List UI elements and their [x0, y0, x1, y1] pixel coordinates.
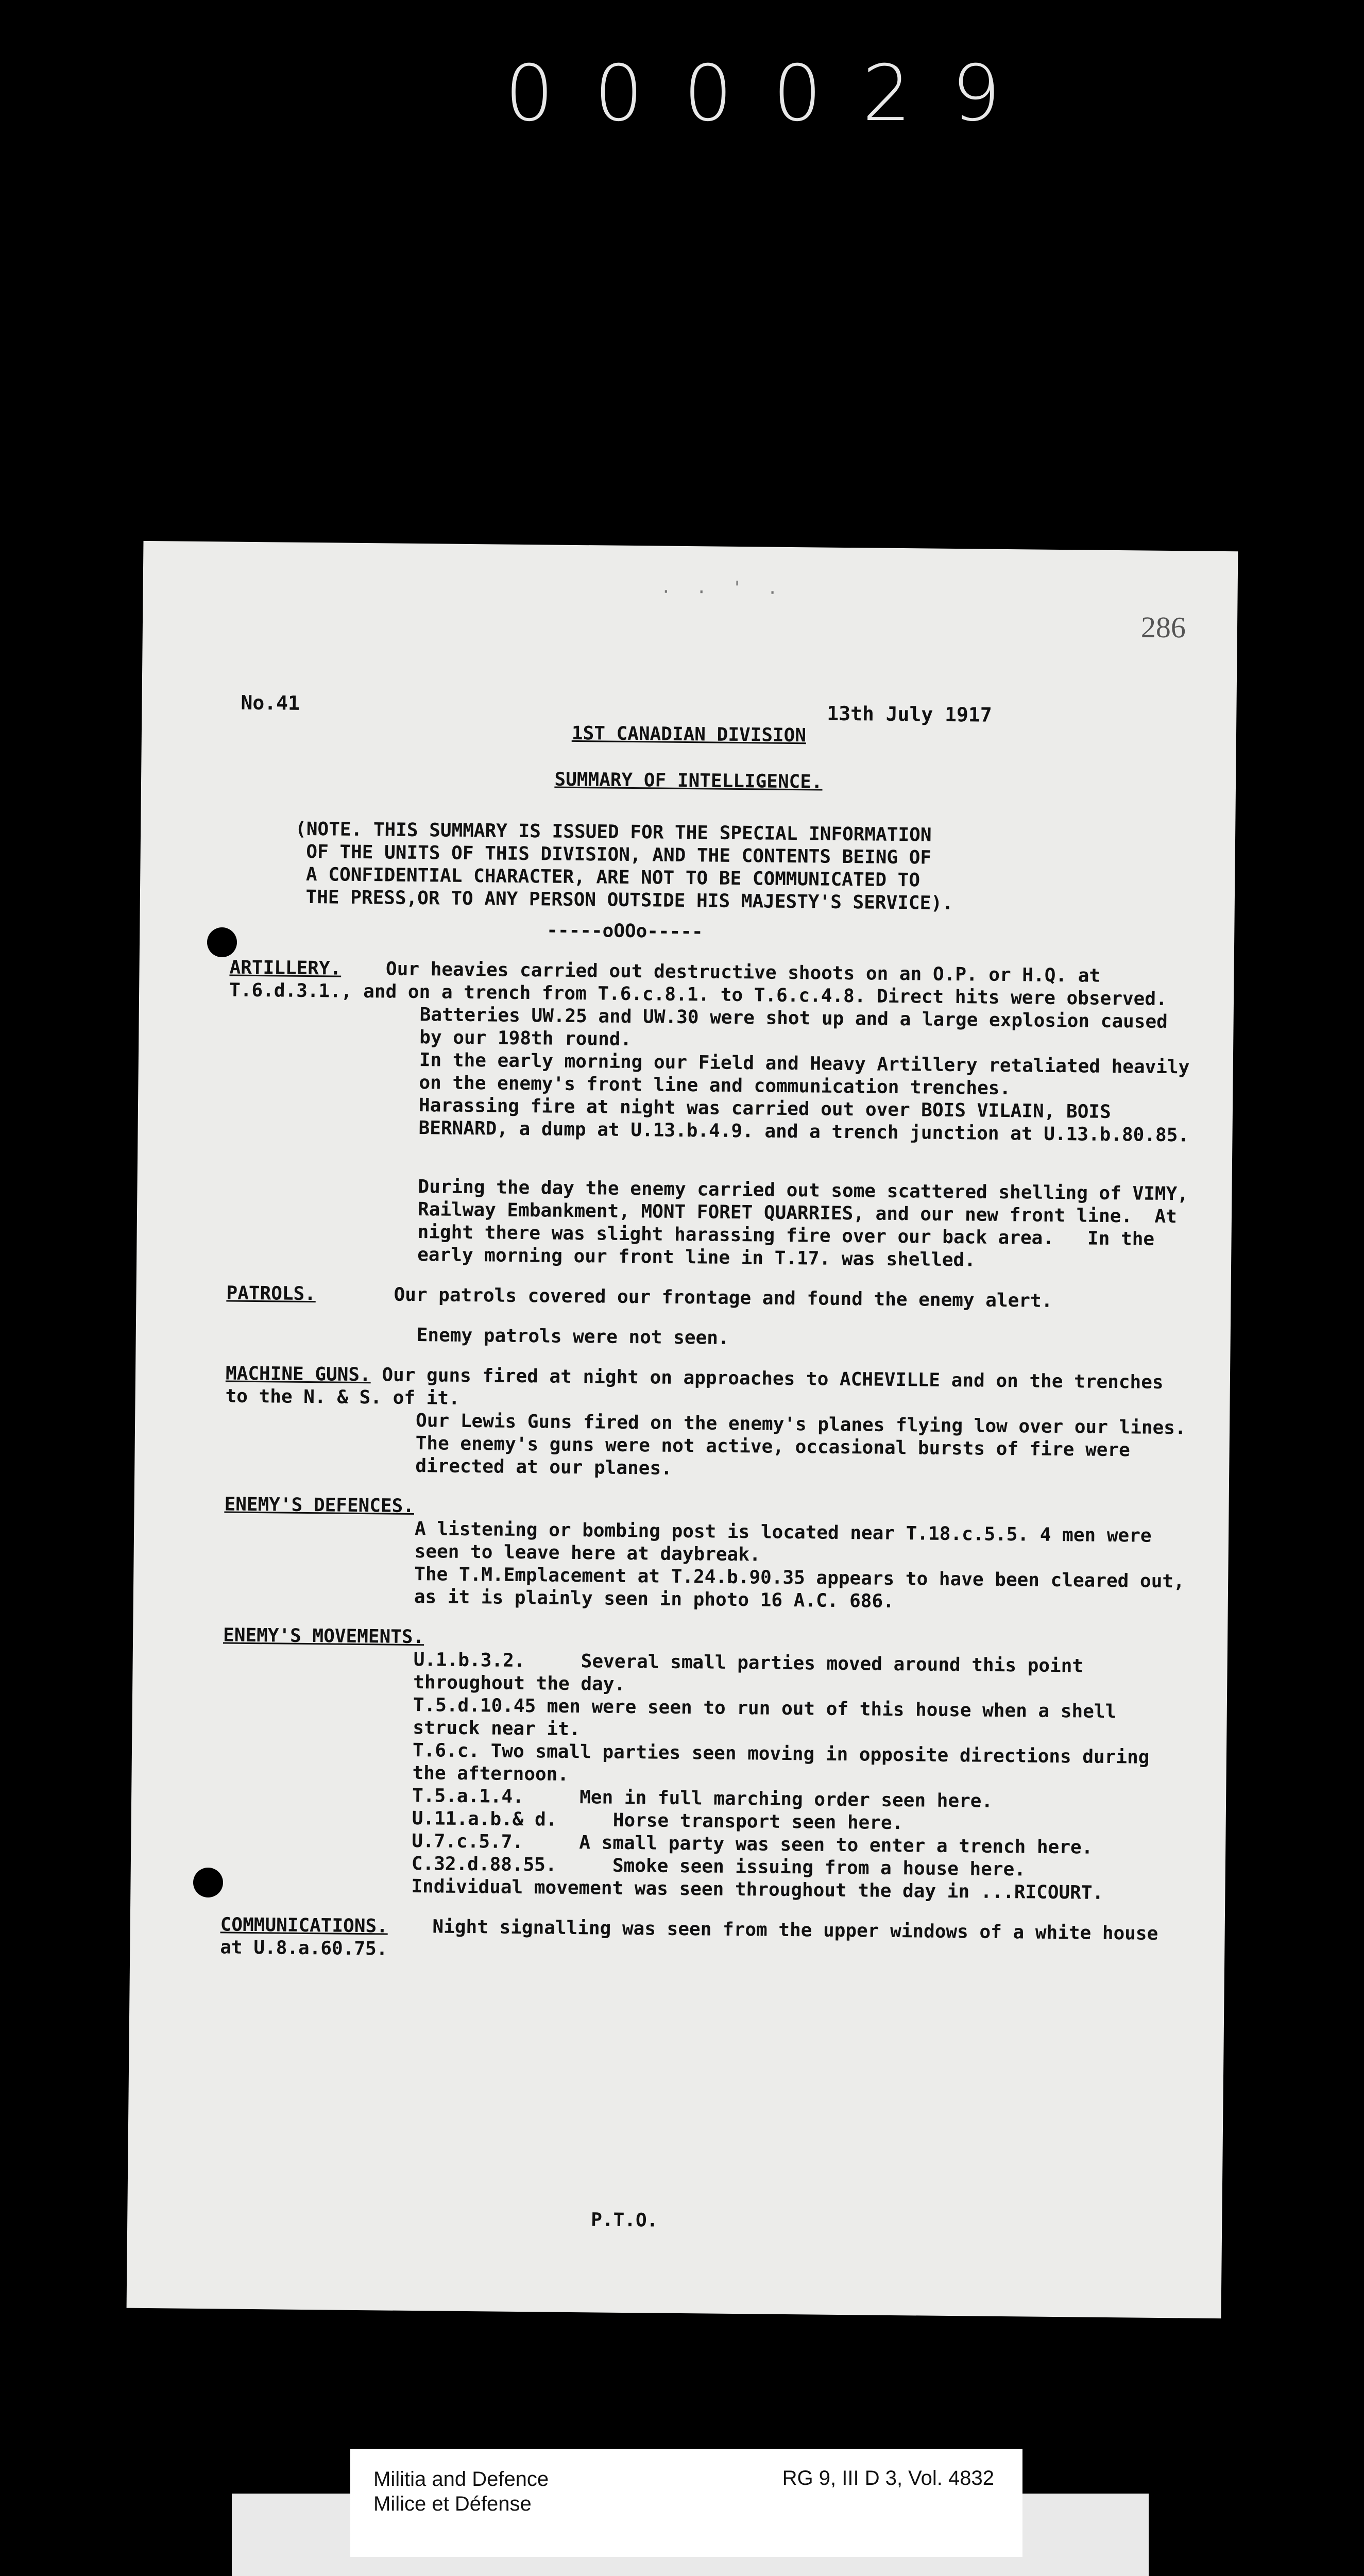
- pto-marker: P.T.O.: [591, 2209, 658, 2231]
- punch-hole: [193, 1868, 223, 1897]
- artillery-para-3: In the early morning our Field and Heavy Artillery retaliated heavily on the enemy's front line and communication trenches.: [419, 1049, 1201, 1099]
- movements-para-8: Individual movement was seen throughout the day in ...RICOURT.: [411, 1875, 1104, 1904]
- patrols-text-1: Our patrols covered our frontage and found the enemy alert.: [394, 1284, 1053, 1312]
- section-title-communications: COMMUNICATIONS.: [220, 1914, 388, 1937]
- patrols-para-2: Enemy patrols were not seen.: [416, 1325, 729, 1349]
- document-body: [220, 957, 1201, 1969]
- document-number: No.41: [241, 691, 300, 715]
- movements-para-4: T.5.a.1.4. Men in full marching order seen here.: [412, 1785, 993, 1812]
- movements-para-7: C.32.d.88.55. Smoke seen issuing from a house here.: [411, 1853, 1026, 1880]
- summary-heading: SUMMARY OF INTELLIGENCE.: [554, 769, 823, 793]
- communications-text-1: Night signalling was seen from the upper windows of a white house at U.8.a.60.75.: [220, 1916, 1170, 1960]
- department-fr: Milice et Défense: [373, 2493, 532, 2515]
- machine-guns-para-3: The enemy's guns were not active, occasional bursts of fire were directed at our planes.: [415, 1433, 1141, 1479]
- section-title-artillery: ARTILLERY.: [229, 957, 342, 979]
- archive-reference-card: [350, 2449, 1022, 2557]
- artillery-para-2: Batteries UW.25 and UW.30 were shot up and a large explosion caused by our 198th round.: [419, 1004, 1179, 1050]
- document-date: 13th July 1917: [827, 702, 992, 726]
- division-heading: 1ST CANADIAN DIVISION: [571, 722, 807, 747]
- machine-guns-para-1: [225, 1362, 1194, 1417]
- artillery-text-1: Our heavies carried out destructive shoots on an O.P. or H.Q. at T.6.d.3.1., and on a trench from T.6.c.8.1. to T.6.c.4.8. Direct hits were observed.: [229, 958, 1167, 1010]
- section-title-defences: ENEMY'S DEFENCES.: [224, 1494, 415, 1517]
- section-title-patrols: PATROLS.: [226, 1282, 316, 1305]
- page-number: 286: [1140, 610, 1186, 645]
- section-title-movements: ENEMY'S MOVEMENTS.: [223, 1624, 424, 1648]
- movements-para-6: U.7.c.5.7. A small party was seen to enter a trench here.: [412, 1830, 1093, 1858]
- artillery-para-1: [229, 957, 1198, 1011]
- confidentiality-note: (NOTE. THIS SUMMARY IS ISSUED FOR THE SPECIAL INFORMATION OF THE UNITS OF THIS DIVISION, AND THE CONTENTS BEING OF A CONFIDENTIAL CHARACTER, ARE NOT TO BE COMMUNICATED TO THE PRESS,OR TO ANY PERSON OUTSIDE HIS MAJESTY'S SERVICE).: [294, 818, 953, 914]
- artillery-para-4: Harassing fire at night was carried out over BOIS VILAIN, BOIS BERNARD, a dump at U.13.b.4.9. and a trench junction at U.13.b.80.85.: [418, 1095, 1189, 1146]
- microfilm-frame-number: 000029: [505, 49, 1041, 139]
- document-page: [127, 541, 1238, 2318]
- defences-para-1: A listening or bombing post is located near T.18.c.5.5. 4 men were seen to leave here at daybreak.: [414, 1518, 1163, 1566]
- artillery-para-5: During the day the enemy carried out some scattered shelling of VIMY, Railway Embankment, MONT FORET QUARRIES, and our new front line. At night there was slight harassing fire over our back area. In the early morning our front line in T.17. was shelled.: [417, 1176, 1200, 1271]
- communications-para-1: [220, 1913, 1189, 1968]
- movements-para-1: U.1.b.3.2. Several small parties moved around this point throughout the day.: [413, 1649, 1095, 1695]
- section-title-machine-guns: MACHINE GUNS.: [225, 1363, 371, 1386]
- punch-hole: [207, 927, 237, 957]
- page-mark: . . ' .: [660, 577, 786, 599]
- department-label: [373, 2467, 549, 2516]
- movements-para-2: T.5.d.10.45 men were seen to run out of this house when a shell struck near it.: [413, 1694, 1128, 1740]
- defences-para-2: The T.M.Emplacement at T.24.b.90.35 appears to have been cleared out, as it is plainly seen in photo 16 A.C. 686.: [414, 1564, 1196, 1612]
- separator: -----oOOo-----: [547, 920, 703, 943]
- department-en: Militia and Defence: [373, 2468, 549, 2490]
- movements-para-3: T.6.c. Two small parties seen moving in opposite directions during the afternoon.: [412, 1740, 1161, 1785]
- movements-para-5: U.11.a.b.& d. Horse transport seen here.: [412, 1807, 903, 1834]
- machine-guns-para-2: Our Lewis Guns fired on the enemy's planes flying low over our lines.: [415, 1410, 1186, 1439]
- archive-reference: RG 9, III D 3, Vol. 4832: [782, 2467, 994, 2489]
- machine-guns-text-1: Our guns fired at night on approaches to ACHEVILLE and on the trenches to the N. & S. of it.: [225, 1364, 1175, 1409]
